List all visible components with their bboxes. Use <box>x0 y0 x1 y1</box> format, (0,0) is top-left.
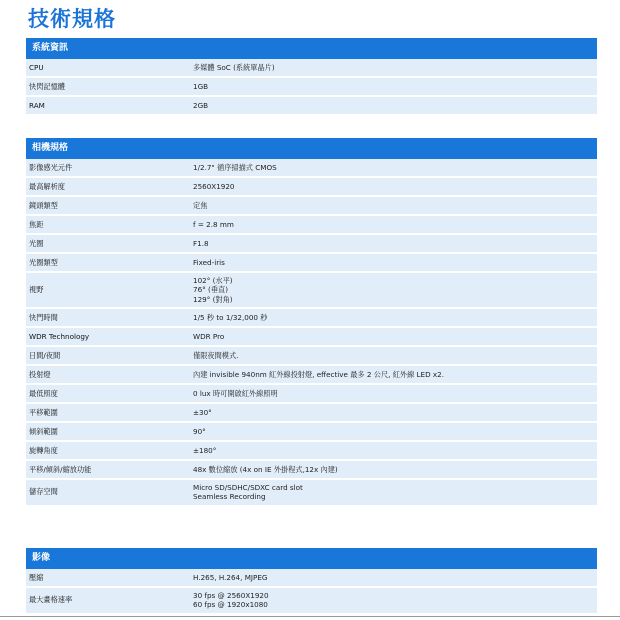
spec-row <box>26 328 597 347</box>
spec-row <box>26 273 597 309</box>
spec-value-line: 僅限夜間模式. <box>193 350 239 360</box>
spec-label: 光圈 <box>29 238 44 248</box>
spec-value-line: 1/5 秒 to 1/32,000 秒 <box>193 312 268 322</box>
spec-row <box>26 159 597 178</box>
spec-label: 壓縮 <box>29 572 44 582</box>
spec-value-line: 90° <box>193 426 206 436</box>
spec-value <box>189 588 597 613</box>
spec-label: 影像感光元件 <box>29 162 73 172</box>
spec-row <box>26 197 597 216</box>
spec-value-line: F1.8 <box>193 238 209 248</box>
spec-value-line: 30 fps @ 2560X1920 <box>193 591 269 600</box>
spec-label: 最低照度 <box>29 388 58 398</box>
section-header: 影像 <box>26 548 597 569</box>
spec-value <box>189 198 597 213</box>
spec-label: 最大畫格速率 <box>29 595 73 605</box>
spec-value <box>189 367 597 382</box>
spec-value-line: Fixed-iris <box>193 257 225 267</box>
spec-value <box>189 424 597 439</box>
spec-row <box>26 385 597 404</box>
spec-label: 光圈類型 <box>29 257 58 267</box>
spec-value <box>189 570 597 585</box>
spec-value <box>189 405 597 420</box>
spec-value <box>189 329 597 344</box>
section-video <box>26 548 597 615</box>
spec-value-line: 2560X1920 <box>193 181 235 191</box>
spec-value <box>189 236 597 251</box>
spec-value-line: 48x 數位縮放 (4x on IE 外掛程式,12x 內建) <box>193 464 338 474</box>
spec-row <box>26 59 597 78</box>
spec-value <box>189 160 597 175</box>
spec-label: CPU <box>29 63 44 72</box>
spec-row <box>26 309 597 328</box>
spec-label: 視野 <box>29 285 44 295</box>
section-system-info <box>26 38 597 116</box>
spec-label: 最高解析度 <box>29 181 65 191</box>
spec-value-line: 內建 invisible 940nm 紅外線投射燈, effective 最多 2 公尺, 紅外線 LED x2. <box>193 369 445 379</box>
spec-row <box>26 442 597 461</box>
spec-value <box>189 179 597 194</box>
spec-label: 焦距 <box>29 219 44 229</box>
spec-value-line: 0 lux 時可開啟紅外線照明 <box>193 388 278 398</box>
bottom-divider <box>0 616 620 617</box>
spec-value-line: 76° (垂直) <box>193 285 229 295</box>
spec-value <box>189 255 597 270</box>
spec-value <box>189 79 597 94</box>
spec-label: 鏡頭類型 <box>29 200 58 210</box>
spec-row <box>26 347 597 366</box>
spec-value <box>189 443 597 458</box>
spec-row <box>26 569 597 588</box>
spec-value-line: 2GB <box>193 100 209 110</box>
spec-value <box>189 386 597 401</box>
page-title: 技術規格 <box>28 7 116 31</box>
spec-value <box>189 98 597 113</box>
spec-label: 平移範圍 <box>29 407 58 417</box>
spec-value <box>189 273 597 307</box>
section-header: 相機規格 <box>26 138 597 159</box>
spec-value-line: 129° (對角) <box>193 294 233 304</box>
spec-row <box>26 216 597 235</box>
section-header: 系統資訊 <box>26 38 597 59</box>
section-camera-specs <box>26 138 597 507</box>
spec-label: 快門時間 <box>29 312 58 322</box>
spec-label: 快閃記憶體 <box>29 81 65 91</box>
spec-row <box>26 404 597 423</box>
spec-label: 投射燈 <box>29 369 51 379</box>
spec-label: 儲存空間 <box>29 487 58 497</box>
spec-value-line: f = 2.8 mm <box>193 219 234 229</box>
spec-row <box>26 423 597 442</box>
spec-label: 平移/傾斜/縮放功能 <box>29 464 92 474</box>
spec-row <box>26 480 597 507</box>
spec-row <box>26 235 597 254</box>
spec-label: 傾斜範圍 <box>29 426 58 436</box>
spec-row <box>26 366 597 385</box>
spec-row <box>26 78 597 97</box>
spec-value-line: 102° (水平) <box>193 276 233 285</box>
spec-value <box>189 348 597 363</box>
spec-value-line: 1GB <box>193 81 209 91</box>
spec-row <box>26 97 597 116</box>
spec-label: 日間/夜間 <box>29 350 61 360</box>
spec-value <box>189 310 597 325</box>
spec-row <box>26 461 597 480</box>
spec-value-line: 多媒體 SoC (系統單晶片) <box>193 62 275 72</box>
spec-value-line: 1/2.7" 循序掃描式 CMOS <box>193 162 277 172</box>
spec-label: 旋轉角度 <box>29 445 58 455</box>
spec-value-line: ±30° <box>193 407 212 417</box>
spec-value-line: Micro SD/SDHC/SDXC card slot <box>193 483 303 493</box>
spec-value <box>189 60 597 75</box>
spec-value <box>189 217 597 232</box>
spec-value-line: ±180° <box>193 445 217 455</box>
spec-label: RAM <box>29 101 45 110</box>
spec-value-line: 定焦 <box>193 200 208 210</box>
spec-value-line: H.265, H.264, MJPEG <box>193 572 268 582</box>
spec-value-line: 60 fps @ 1920x1080 <box>193 600 268 610</box>
spec-value-line: Seamless Recording <box>193 492 266 502</box>
spec-value <box>189 480 597 505</box>
spec-value <box>189 462 597 477</box>
spec-row <box>26 178 597 197</box>
spec-value-line: WDR Pro <box>193 331 225 341</box>
spec-label: WDR Technology <box>29 332 90 342</box>
spec-row <box>26 254 597 273</box>
spec-row <box>26 588 597 615</box>
